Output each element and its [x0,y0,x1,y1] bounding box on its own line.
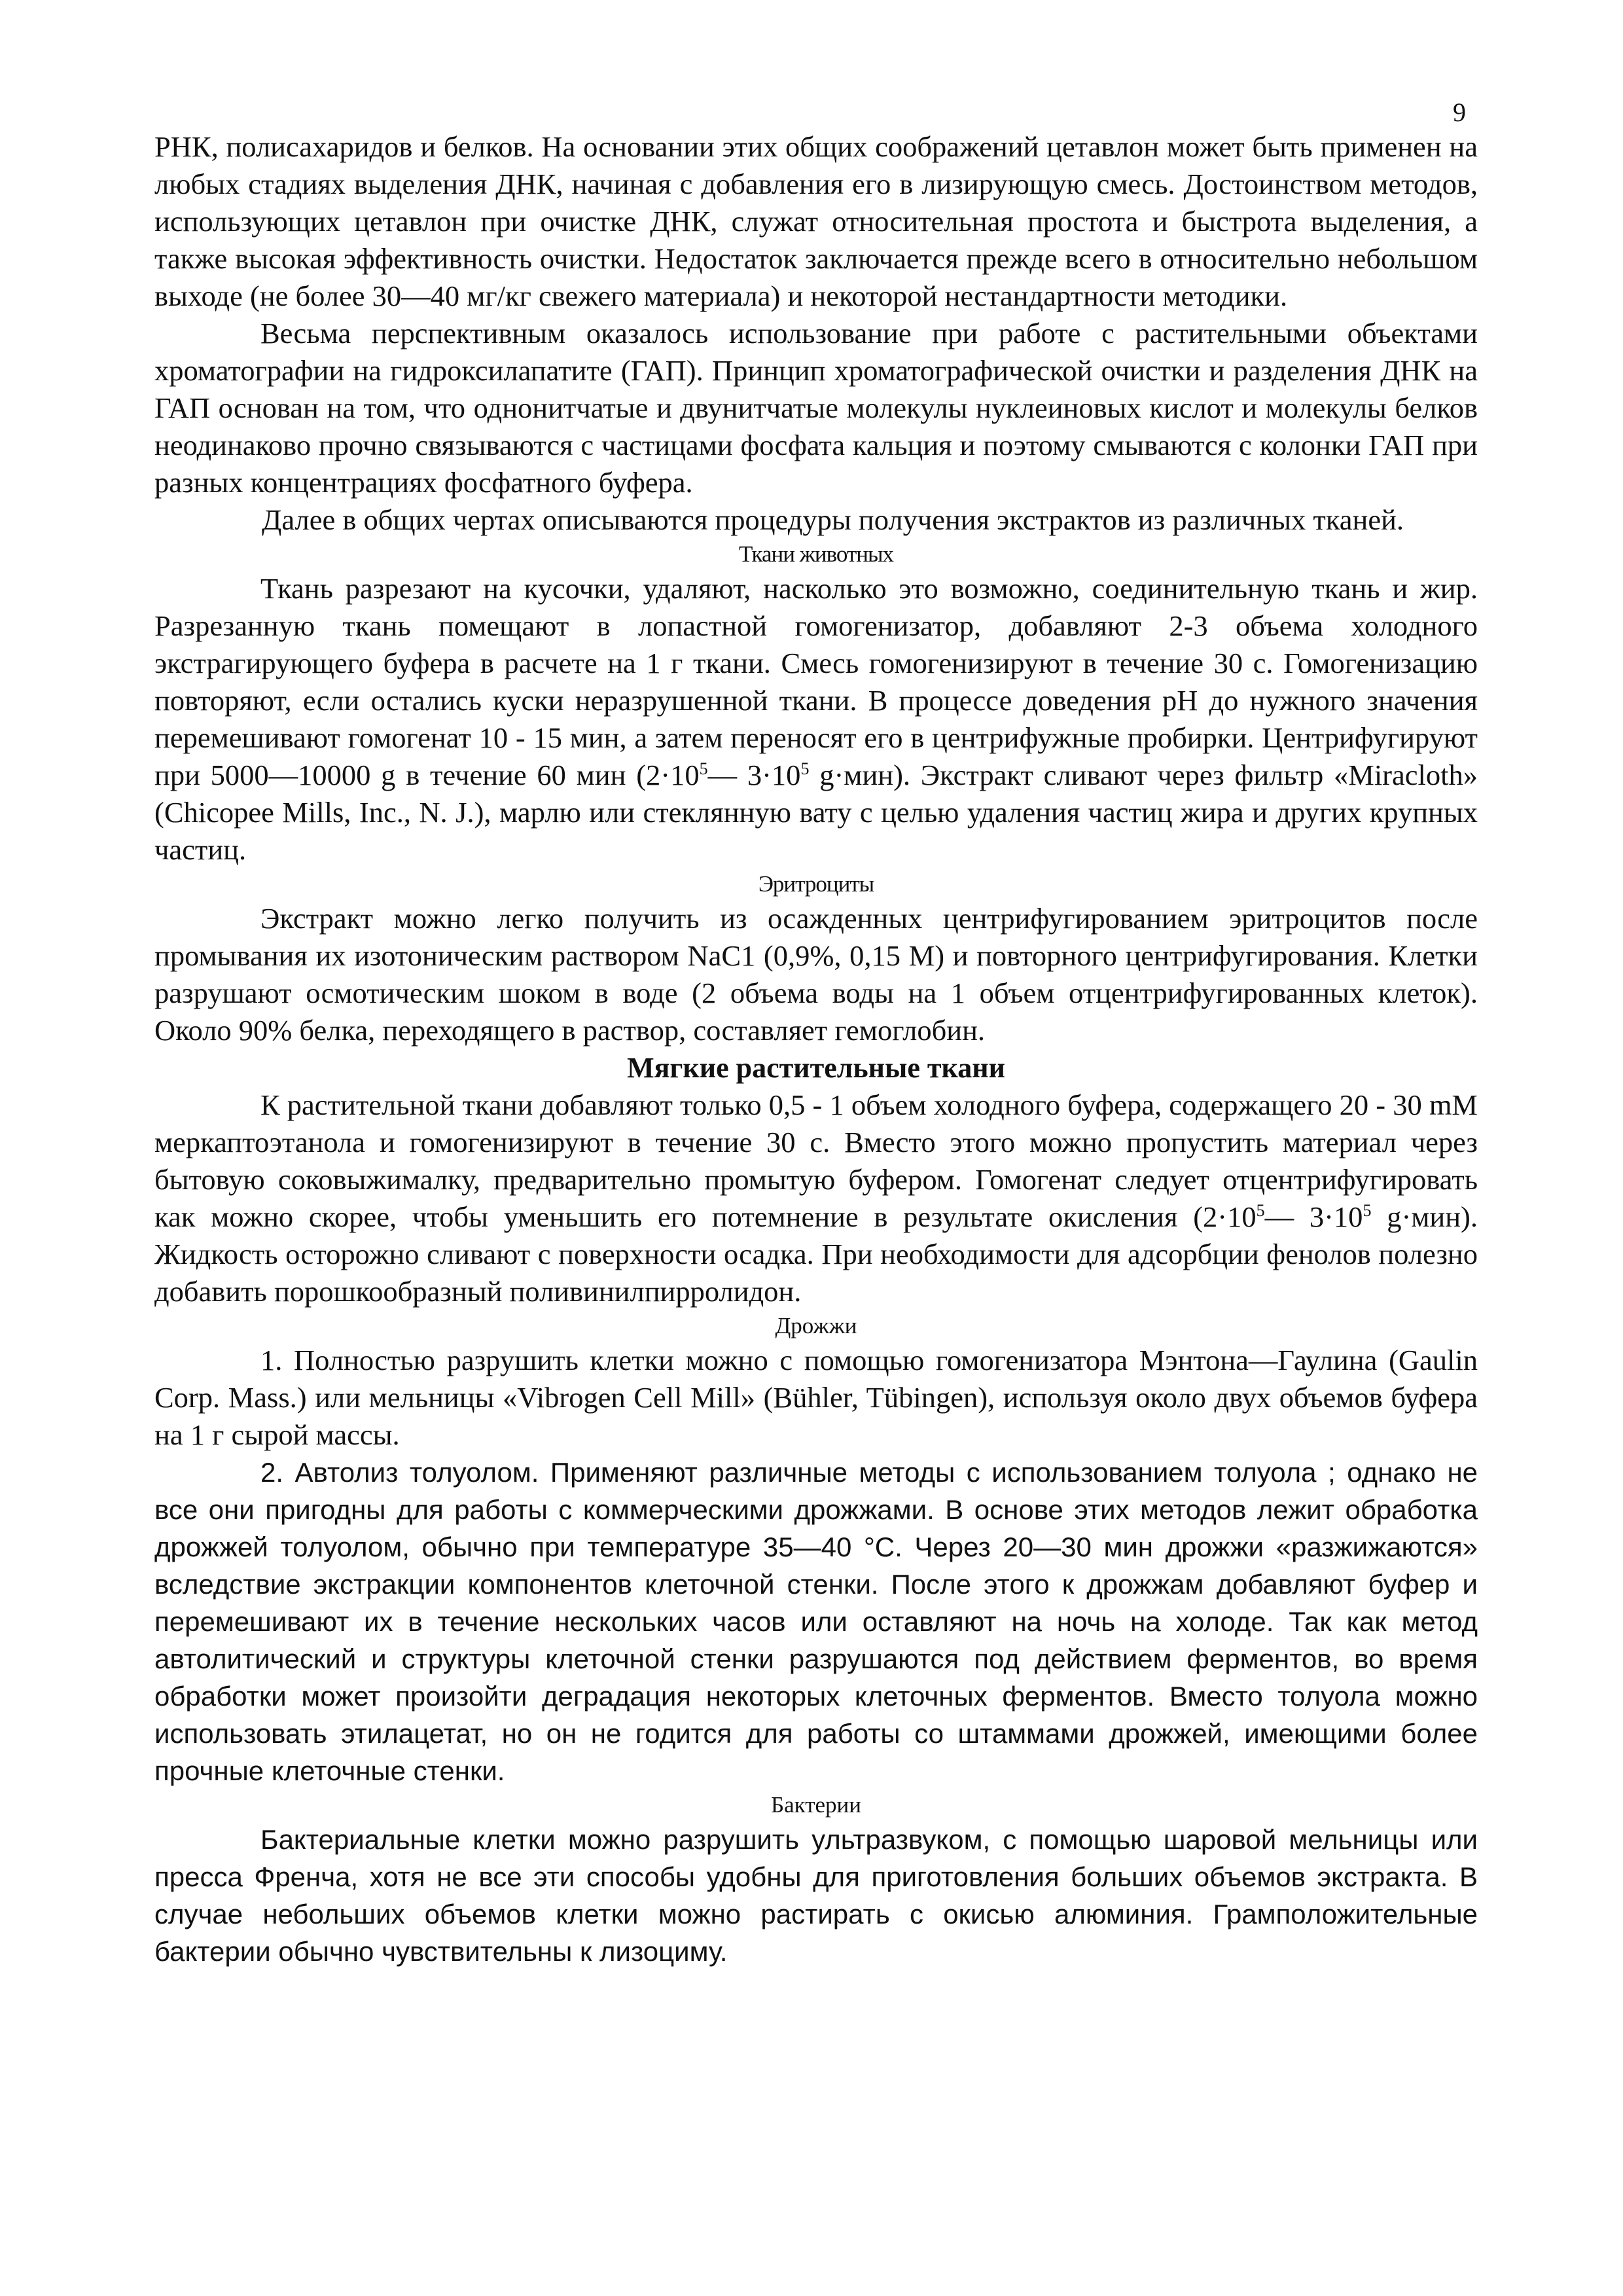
paragraph-intro-extracts: Далее в общих чертах описываются процедуры получения экстрактов из различных тканей. [262,503,1404,536]
animal-exponent-2: 5 [800,759,810,779]
heading-yeast: Дрожжи [775,1313,857,1338]
paragraph-cetavlon: РНК, полисахаридов и белков. На основании этих общих соображений цетавлон может быть применен на любых стадиях выделения ДНК, начиная с добавления его в лизирующую смесь. Достоинством методов, использующих цетавлон при очистке ДНК, служат относительная простота и быстрота выделения, а также высокая эффективность очистки. Недостаток заключается прежде всего в относительно небольшом выходе (не более 30—40 мг/кг свежего материала) и некоторой нестандартности методики. [154,130,1478,312]
plant-text-after: g·мин). Жидкость осторожно сливают с поверхности осадка. При необходимости для адсорбции фенолов полезно добавить порошкообразный поливинилпирролидон. [154,1200,1478,1308]
plant-exponent-2: 5 [1363,1201,1372,1221]
paragraph-soft-plant-tissues [154,1086,1478,1310]
animal-text-before: Ткань разрезают на кусочки, удаляют, насколько это возможно, соединительную ткань и жир. Разрезанную ткань помещают в лопастной гомогенизатор, добавляют 2-3 объема холодного экстрагирующего буфера в расчете на 1 г ткани. Смесь гомогенизируют в течение 30 с. Гомогенизацию повторяют, если остались куски неразрушенной ткани. В процессе доведения рН до нужного значения перемешивают гомогенат 10 - 15 мин, а затем переносят его в центрифужные пробирки. Центрифугируют при 5000—10000 g в течение 60 мин (2·10 [154,572,1478,791]
heading-animal-tissues: Ткани животных [738,541,893,567]
paragraph-erythrocytes: Экстракт можно легко получить из осажденных центрифугированием эритроцитов после промывания их изотоническим раствором NaC1 (0,9%, 0,15 М) и повторного центрифугирования. Клетки разрушают осмотическим шоком в воде (2 объема воды на 1 объем отцентрифугированных клеток). Около 90% белка, переходящего в раствор, составляет гемоглобин. [154,902,1478,1047]
animal-text-mid: — 3·10 [707,759,801,791]
heading-erythrocytes: Эритроциты [758,871,874,897]
paragraph-hydroxylapatite: Весьма перспективным оказалось использование при работе с растительными объектами хроматографии на гидроксилапатите (ГАП). Принцип хроматографической очистки и разделения ДНК на ГАП основан на том, что однонитчатые и двунитчатые молекулы нуклеиновых кислот и молекулы белков неодинаково прочно связываются с частицами фосфата кальция и поэтому смываются с колонки ГАП при разных концентрациях фосфатного буфера. [154,317,1478,499]
plant-text-before: К растительной ткани добавляют только 0,5 - 1 объем холодного буфера, содержащего 20 - 30 mM меркаптоэтанола и гомогенизируют в течение 30 с. Вместо этого можно пропустить материал через бытовую соковыжималку, предварительно промытую буфером. Гомогенат следует отцентрифугировать как можно скорее, чтобы уменьшить его потемнение в результате окисления (2·10 [154,1088,1478,1233]
heading-bacteria: Бактерии [771,1792,861,1818]
paragraph-yeast-item-1: 1. Полностью разрушить клетки можно с помощью гомогенизатора Мэнтона—Гаулина (Gaulin Corp. Mass.) или мельницы «Vibrogen Cell Mill» (Bühler, Tübingen), используя около двух объемов буфера на 1 г сырой массы. [154,1344,1478,1451]
plant-exponent-1: 5 [1256,1201,1265,1221]
page-number: 9 [1453,98,1466,127]
page-content [154,128,1478,1970]
paragraph-yeast-item-2: 2. Автолиз толуолом. Применяют различные методы с использованием толуола ; однако не все они пригодны для работы с коммерческими дрожжами. В основе этих методов лежит обработка дрожжей толуолом, обычно при температуре 35—40 °С. Через 20—30 мин дрожжи «разжижаются» вследствие экстракции компонентов клеточной стенки. После этого к дрожжам добавляют буфер и перемешивают их в течение нескольких часов или оставляют на ночь на холоде. Так как метод автолитический и структуры клеточной стенки разрушаются под действием ферментов, во время обработки может произойти деградация некоторых клеточных ферментов. Вместо толуола можно использовать этилацетат, но он не годится для работы со штаммами дрожжей, имеющими более прочные клеточные стенки. [154,1457,1478,1786]
paragraph-bacteria: Бактериальные клетки можно разрушить ультразвуком, с помощью шаровой мельницы или пресса Френча, хотя не все эти способы удобны для приготовления больших объемов экстракта. В случае небольших объемов клетки можно растирать с окисью алюминия. Грамположительные бактерии обычно чувствительны к лизоциму. [154,1824,1478,1967]
animal-exponent-1: 5 [699,759,708,779]
animal-text-after: g·мин). Экстракт сливают через фильтр «Miracloth» (Chicopee Mills, Inc., N. J.), марлю или стеклянную вату с целью удаления частиц жира и других крупных частиц. [154,759,1478,866]
paragraph-animal-tissues [154,570,1478,869]
plant-text-mid: — 3·10 [1264,1200,1363,1233]
heading-soft-plant-tissues: Мягкие растительные ткани [627,1052,1005,1084]
